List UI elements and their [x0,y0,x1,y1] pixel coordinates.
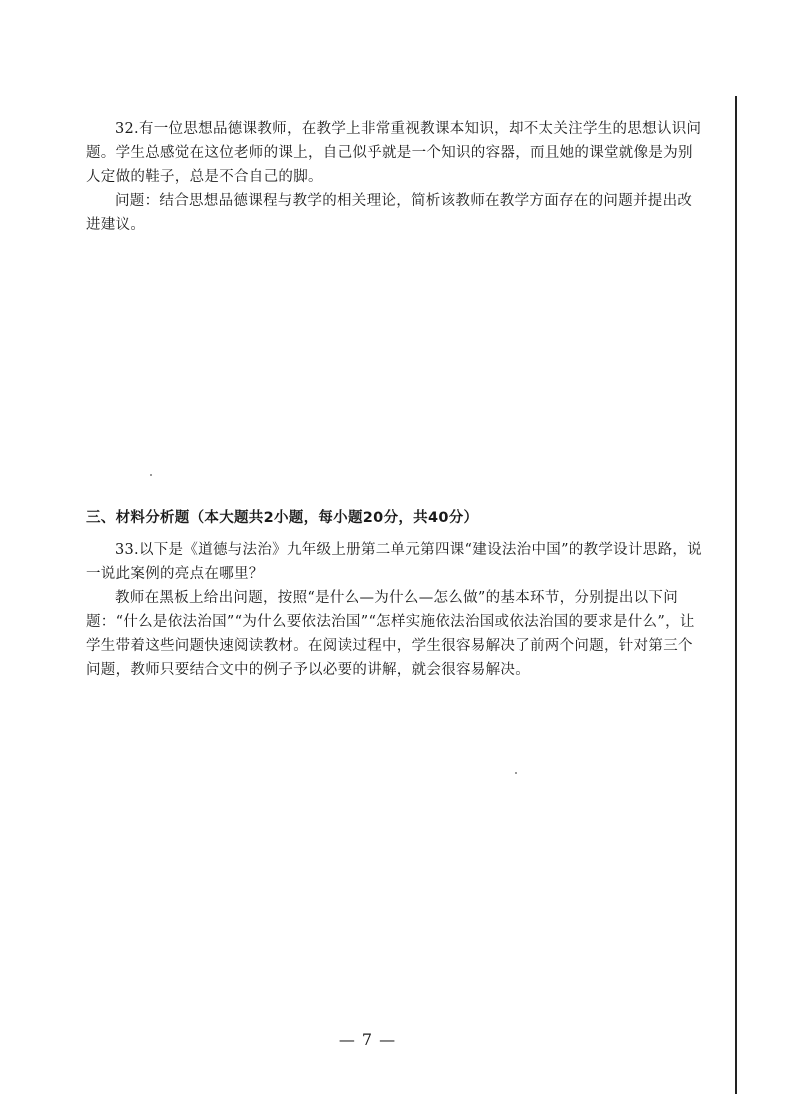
question-33 [86,538,702,682]
section-3-heading: 三、材料分析题（本大题共2小题，每小题20分，共40分） [86,510,479,526]
scan-speck [515,772,517,774]
page-number: — 7 — [338,1030,397,1049]
margin-rule [735,96,737,1094]
question-32-prompt: 问题：结合思想品德课程与教学的相关理论，简析该教师在教学方面存在的问题并提出改进建议。 [86,193,693,233]
question-32-stem: 32.有一位思想品德课教师，在教学上非常重视教课本知识，却不太关注学生的思想认识问题。学生总感觉在这位老师的课上，自己似乎就是一个知识的容器，而且她的课堂就像是为别人定做的鞋子，总是不合自己的脚。 [86,121,702,185]
question-33-material: 教师在黑板上给出问题，按照“是什么—为什么—怎么做”的基本环节，分别提出以下问题：“什么是依法治国”“为什么要依法治国”“怎样实施依法治国或依法治国的要求是什么”，让学生带着这些问题快速阅读教材。在阅读过程中，学生很容易解决了前两个问题，针对第三个问题，教师只要结合文中的例子予以必要的讲解，就会很容易解决。 [86,590,695,678]
scan-speck [150,474,152,476]
question-32 [86,117,702,237]
question-33-stem: 33.以下是《道德与法治》九年级上册第二单元第四课“建设法治中国”的教学设计思路，说一说此案例的亮点在哪里？ [86,542,702,582]
